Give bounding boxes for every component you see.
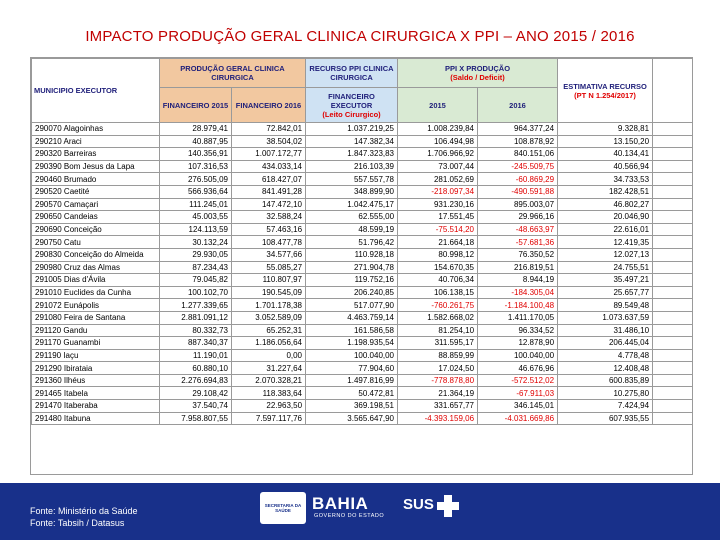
cell-estimativa: 9.328,81	[558, 123, 653, 136]
cell-blank	[653, 173, 693, 186]
header-leito-label: (Leito Cirurgico)	[322, 109, 381, 119]
cell-saldo-2016: 100.040,00	[478, 349, 558, 362]
cell-saldo-2015: 21.364,19	[398, 387, 478, 400]
cell-municipio: 290830 Conceição do Almeida	[32, 248, 160, 261]
cell-fin-2016: 31.227,64	[232, 362, 306, 375]
table-row	[32, 274, 693, 287]
cell-saldo-2016: 1.411.170,05	[478, 311, 558, 324]
cell-fin-executor: 348.899,90	[306, 185, 398, 198]
cell-saldo-2015: -760.261,75	[398, 299, 478, 312]
table-row	[32, 198, 693, 211]
cell-fin-executor: 557.557,78	[306, 173, 398, 186]
cell-municipio: 291360 Ilhéus	[32, 374, 160, 387]
cell-municipio: 291190 Iaçu	[32, 349, 160, 362]
cell-estimativa: 24.755,51	[558, 261, 653, 274]
cell-fin-2016: 2.070.328,21	[232, 374, 306, 387]
cell-blank	[653, 160, 693, 173]
cell-fin-executor: 147.382,34	[306, 135, 398, 148]
table-row	[32, 236, 693, 249]
table-row	[32, 400, 693, 413]
cell-saldo-2016: -245.509,75	[478, 160, 558, 173]
cell-fin-2015: 45.003,55	[160, 211, 232, 224]
sesab-logo	[260, 492, 306, 524]
cell-fin-2016: 3.052.589,09	[232, 311, 306, 324]
cell-municipio: 291072 Eunápolis	[32, 299, 160, 312]
cell-estimativa: 607.935,55	[558, 412, 653, 425]
cell-fin-2015: 2.276.694,83	[160, 374, 232, 387]
cell-municipio: 290570 Camaçari	[32, 198, 160, 211]
cell-estimativa: 7.424,94	[558, 400, 653, 413]
header-estimativa	[558, 59, 653, 123]
cell-fin-2016: 434.033,14	[232, 160, 306, 173]
cell-fin-2016: 108.477,78	[232, 236, 306, 249]
cell-saldo-2015: 106.138,15	[398, 286, 478, 299]
cell-municipio: 291010 Euclides da Cunha	[32, 286, 160, 299]
cell-saldo-2016: 216.819,51	[478, 261, 558, 274]
cell-fin-executor: 51.796,42	[306, 236, 398, 249]
cell-fin-2016: 34.577,66	[232, 248, 306, 261]
cell-saldo-2016: -1.184.100,48	[478, 299, 558, 312]
bahia-logo-word: BAHIA	[312, 494, 369, 513]
table-row	[32, 248, 693, 261]
cell-saldo-2016: 12.878,90	[478, 337, 558, 350]
cell-blank	[653, 135, 693, 148]
cell-fin-executor: 50.472,81	[306, 387, 398, 400]
cell-saldo-2016: 346.145,01	[478, 400, 558, 413]
cell-blank	[653, 211, 693, 224]
header-producao: PRODUÇÃO GERAL CLINICA CIRURGICA	[160, 59, 306, 88]
cell-estimativa: 13.150,20	[558, 135, 653, 148]
cell-fin-2015: 566.936,64	[160, 185, 232, 198]
cell-saldo-2016: -4.031.669,86	[478, 412, 558, 425]
cell-blank	[653, 185, 693, 198]
sesab-logo-line-1: SECRETARIA DA	[264, 503, 302, 508]
table-row	[32, 349, 693, 362]
cell-saldo-2016: -490.591,88	[478, 185, 558, 198]
header-estimativa-label: ESTIMATIVA RECURSO	[563, 81, 647, 91]
cell-fin-executor: 1.198.935,54	[306, 337, 398, 350]
cell-fin-2016: 38.504,02	[232, 135, 306, 148]
cell-saldo-2016: 108.878,92	[478, 135, 558, 148]
cell-fin-executor: 1.847.323,83	[306, 148, 398, 161]
cell-saldo-2016: 8.944,19	[478, 274, 558, 287]
cell-estimativa: 4.778,48	[558, 349, 653, 362]
header-fin-2015: FINANCEIRO 2015	[160, 88, 232, 123]
cell-municipio: 290650 Candeias	[32, 211, 160, 224]
cell-saldo-2015: 73.007,44	[398, 160, 478, 173]
cell-fin-2016: 65.252,31	[232, 324, 306, 337]
cell-estimativa: 12.408,48	[558, 362, 653, 375]
table-row	[32, 185, 693, 198]
cell-saldo-2015: 311.595,17	[398, 337, 478, 350]
header-municipio: MUNICIPIO EXECUTOR	[32, 59, 160, 123]
table-row	[32, 211, 693, 224]
cell-saldo-2015: 1.008.239,84	[398, 123, 478, 136]
cell-saldo-2016: 895.003,07	[478, 198, 558, 211]
cell-fin-executor: 1.497.816,99	[306, 374, 398, 387]
cell-saldo-2015: -778.878,80	[398, 374, 478, 387]
table-row	[32, 412, 693, 425]
cell-saldo-2016: 76.350,52	[478, 248, 558, 261]
cell-fin-2016: 147.472,10	[232, 198, 306, 211]
cell-fin-2015: 276.505,09	[160, 173, 232, 186]
cell-blank	[653, 337, 693, 350]
cell-municipio: 290980 Cruz das Almas	[32, 261, 160, 274]
cell-estimativa: 31.486,10	[558, 324, 653, 337]
cell-saldo-2015: 1.582.668,02	[398, 311, 478, 324]
cell-saldo-2015: 81.254,10	[398, 324, 478, 337]
header-saldo-label: (Saldo / Deficit)	[450, 73, 505, 82]
cell-fin-executor: 161.586,58	[306, 324, 398, 337]
cell-fin-2015: 79.045,82	[160, 274, 232, 287]
cell-saldo-2016: 840.151,06	[478, 148, 558, 161]
cell-municipio: 290320 Barreiras	[32, 148, 160, 161]
sesab-logo-line-2: SAÚDE	[275, 508, 291, 513]
cell-saldo-2016: -184.305,04	[478, 286, 558, 299]
cell-fin-2015: 1.277.339,65	[160, 299, 232, 312]
cell-fin-2016: 118.383,64	[232, 387, 306, 400]
cell-fin-2015: 11.190,01	[160, 349, 232, 362]
cell-saldo-2015: 331.657,77	[398, 400, 478, 413]
cell-estimativa: 34.733,53	[558, 173, 653, 186]
table-row	[32, 123, 693, 136]
header-year-2016: 2016	[478, 88, 558, 123]
cell-estimativa: 25.657,77	[558, 286, 653, 299]
cell-blank	[653, 236, 693, 249]
cell-municipio: 290750 Catu	[32, 236, 160, 249]
cell-municipio: 291080 Feira de Santana	[32, 311, 160, 324]
cell-fin-2016: 22.963,50	[232, 400, 306, 413]
table-row	[32, 261, 693, 274]
header-fin-executor	[306, 88, 398, 123]
cell-fin-2015: 100.102,70	[160, 286, 232, 299]
cell-fin-2015: 140.356,91	[160, 148, 232, 161]
cell-saldo-2015: 281.052,69	[398, 173, 478, 186]
cell-saldo-2016: -57.681,36	[478, 236, 558, 249]
cell-fin-executor: 77.904,60	[306, 362, 398, 375]
cell-blank	[653, 123, 693, 136]
header-fin-executor-label: FINANCEIRO EXECUTOR	[328, 91, 375, 110]
cell-fin-2016: 841.491,28	[232, 185, 306, 198]
table-row	[32, 286, 693, 299]
cell-fin-2015: 37.540,74	[160, 400, 232, 413]
cell-saldo-2015: -75.514,20	[398, 223, 478, 236]
cell-fin-2015: 40.887,95	[160, 135, 232, 148]
cell-fin-executor: 119.752,16	[306, 274, 398, 287]
cell-fin-2016: 72.842,01	[232, 123, 306, 136]
cell-fin-2016: 57.463,16	[232, 223, 306, 236]
cell-fin-2016: 110.807,97	[232, 274, 306, 287]
source-line-2: Fonte: Tabsih / Datasus	[30, 518, 125, 528]
cell-estimativa: 1.073.637,59	[558, 311, 653, 324]
cell-estimativa: 10.275,80	[558, 387, 653, 400]
cell-blank	[653, 374, 693, 387]
cell-saldo-2016: 964.377,24	[478, 123, 558, 136]
table-row	[32, 299, 693, 312]
cell-fin-2016: 190.545,09	[232, 286, 306, 299]
table-row	[32, 223, 693, 236]
table-row	[32, 337, 693, 350]
cell-fin-2016: 7.597.117,76	[232, 412, 306, 425]
cell-estimativa: 89.549,48	[558, 299, 653, 312]
cell-municipio: 290390 Bom Jesus da Lapa	[32, 160, 160, 173]
cell-blank	[653, 148, 693, 161]
cell-saldo-2015: 17.024,50	[398, 362, 478, 375]
cell-fin-executor: 216.103,39	[306, 160, 398, 173]
cell-fin-2016: 1.007.172,77	[232, 148, 306, 161]
cell-estimativa: 206.445,04	[558, 337, 653, 350]
cell-fin-2015: 29.108,42	[160, 387, 232, 400]
table-row	[32, 148, 693, 161]
cell-blank	[653, 311, 693, 324]
sus-cross-icon	[436, 494, 460, 518]
cell-municipio: 291170 Guanambi	[32, 337, 160, 350]
table-row	[32, 324, 693, 337]
cell-fin-executor: 271.904,78	[306, 261, 398, 274]
cell-estimativa: 40.566,94	[558, 160, 653, 173]
cell-fin-executor: 3.565.647,90	[306, 412, 398, 425]
cell-fin-executor: 62.555,00	[306, 211, 398, 224]
table-row	[32, 362, 693, 375]
table-row	[32, 173, 693, 186]
cell-fin-2015: 30.132,24	[160, 236, 232, 249]
source-line-1: Fonte: Ministério da Saúde	[30, 506, 138, 516]
cell-fin-2016: 618.427,07	[232, 173, 306, 186]
cell-municipio: 291480 Itabuna	[32, 412, 160, 425]
cell-fin-2015: 29.930,05	[160, 248, 232, 261]
cell-estimativa: 46.802,27	[558, 198, 653, 211]
header-ppi-producao	[398, 59, 558, 88]
production-table	[31, 58, 693, 425]
cell-saldo-2015: 88.859,99	[398, 349, 478, 362]
cell-blank	[653, 412, 693, 425]
cell-municipio: 290460 Brumado	[32, 173, 160, 186]
header-ppi-producao-label: PPI X PRODUÇÃO	[445, 64, 511, 73]
cell-blank	[653, 223, 693, 236]
bahia-logo	[312, 494, 392, 524]
cell-fin-2015: 7.958.807,55	[160, 412, 232, 425]
cell-fin-2015: 28.979,41	[160, 123, 232, 136]
table-row	[32, 160, 693, 173]
cell-fin-executor: 48.599,19	[306, 223, 398, 236]
cell-saldo-2016: -67.911,03	[478, 387, 558, 400]
header-blank	[653, 59, 693, 123]
table-row	[32, 387, 693, 400]
page-title: IMPACTO PRODUÇÃO GERAL CLINICA CIRURGICA X PPI – ANO 2015 / 2016	[85, 28, 635, 45]
cell-fin-2016: 0,00	[232, 349, 306, 362]
cell-saldo-2015: 21.664,18	[398, 236, 478, 249]
cell-municipio: 290520 Caetité	[32, 185, 160, 198]
cell-blank	[653, 387, 693, 400]
cell-fin-2016: 1.701.178,38	[232, 299, 306, 312]
cell-fin-2015: 60.880,10	[160, 362, 232, 375]
cell-fin-executor: 517.077,90	[306, 299, 398, 312]
cell-saldo-2016: 46.676,96	[478, 362, 558, 375]
cell-blank	[653, 248, 693, 261]
table-row	[32, 311, 693, 324]
cell-fin-executor: 100.040,00	[306, 349, 398, 362]
sus-logo: SUS	[403, 496, 434, 513]
cell-fin-2015: 887.340,37	[160, 337, 232, 350]
table-row	[32, 374, 693, 387]
cell-fin-2015: 111.245,01	[160, 198, 232, 211]
cell-saldo-2016: 29.966,16	[478, 211, 558, 224]
cell-fin-2016: 55.085,27	[232, 261, 306, 274]
cell-estimativa: 20.046,90	[558, 211, 653, 224]
cell-saldo-2015: 154.670,35	[398, 261, 478, 274]
cell-blank	[653, 400, 693, 413]
cell-blank	[653, 299, 693, 312]
header-year-2015: 2015	[398, 88, 478, 123]
cell-fin-2015: 2.881.091,12	[160, 311, 232, 324]
cell-fin-2016: 1.186.056,64	[232, 337, 306, 350]
cell-saldo-2015: 40.706,34	[398, 274, 478, 287]
header-portaria-label: (PT N 1.254/2017)	[574, 90, 636, 100]
table-row	[32, 135, 693, 148]
cell-fin-2015: 124.113,59	[160, 223, 232, 236]
cell-fin-executor: 110.928,18	[306, 248, 398, 261]
bahia-logo-sub: GOVERNO DO ESTADO	[314, 513, 385, 519]
cell-saldo-2016: 96.334,52	[478, 324, 558, 337]
cell-municipio: 291120 Gandu	[32, 324, 160, 337]
cell-fin-2015: 80.332,73	[160, 324, 232, 337]
cell-saldo-2015: 931.230,16	[398, 198, 478, 211]
cell-estimativa: 35.497,21	[558, 274, 653, 287]
header-fin-2016: FINANCEIRO 2016	[232, 88, 306, 123]
cell-saldo-2015: 106.494,98	[398, 135, 478, 148]
cell-blank	[653, 274, 693, 287]
cell-blank	[653, 261, 693, 274]
cell-municipio: 290210 Araci	[32, 135, 160, 148]
cell-municipio: 290690 Conceição	[32, 223, 160, 236]
cell-fin-executor: 369.198,51	[306, 400, 398, 413]
cell-municipio: 291465 Itabela	[32, 387, 160, 400]
cell-saldo-2016: -48.663,97	[478, 223, 558, 236]
cell-saldo-2016: -60.869,29	[478, 173, 558, 186]
cell-fin-2016: 32.588,24	[232, 211, 306, 224]
cell-saldo-2015: -218.097,34	[398, 185, 478, 198]
cell-blank	[653, 286, 693, 299]
cell-saldo-2015: 80.998,12	[398, 248, 478, 261]
cell-blank	[653, 362, 693, 375]
cell-saldo-2015: 1.706.966,92	[398, 148, 478, 161]
cell-blank	[653, 324, 693, 337]
cell-municipio: 291470 Itaberaba	[32, 400, 160, 413]
cell-saldo-2015: 17.551,45	[398, 211, 478, 224]
cell-fin-2015: 87.234,43	[160, 261, 232, 274]
cell-estimativa: 600.835,89	[558, 374, 653, 387]
cell-fin-executor: 4.463.759,14	[306, 311, 398, 324]
cell-blank	[653, 349, 693, 362]
cell-blank	[653, 198, 693, 211]
header-recurso: RECURSO PPI CLINICA CIRURGICA	[306, 59, 398, 88]
cell-estimativa: 12.419,35	[558, 236, 653, 249]
cell-fin-2015: 107.316,53	[160, 160, 232, 173]
cell-municipio: 291005 Dias d'Ávila	[32, 274, 160, 287]
cell-estimativa: 40.134,41	[558, 148, 653, 161]
cell-municipio: 291290 Ibirataia	[32, 362, 160, 375]
cell-fin-executor: 206.240,85	[306, 286, 398, 299]
cell-saldo-2015: -4.393.159,06	[398, 412, 478, 425]
cell-saldo-2016: -572.512,02	[478, 374, 558, 387]
cell-estimativa: 22.616,01	[558, 223, 653, 236]
cell-municipio: 290070 Alagoinhas	[32, 123, 160, 136]
cell-fin-executor: 1.042.475,17	[306, 198, 398, 211]
data-table-panel	[30, 57, 693, 475]
cell-estimativa: 12.027,13	[558, 248, 653, 261]
cell-estimativa: 182.428,51	[558, 185, 653, 198]
cell-fin-executor: 1.037.219,25	[306, 123, 398, 136]
